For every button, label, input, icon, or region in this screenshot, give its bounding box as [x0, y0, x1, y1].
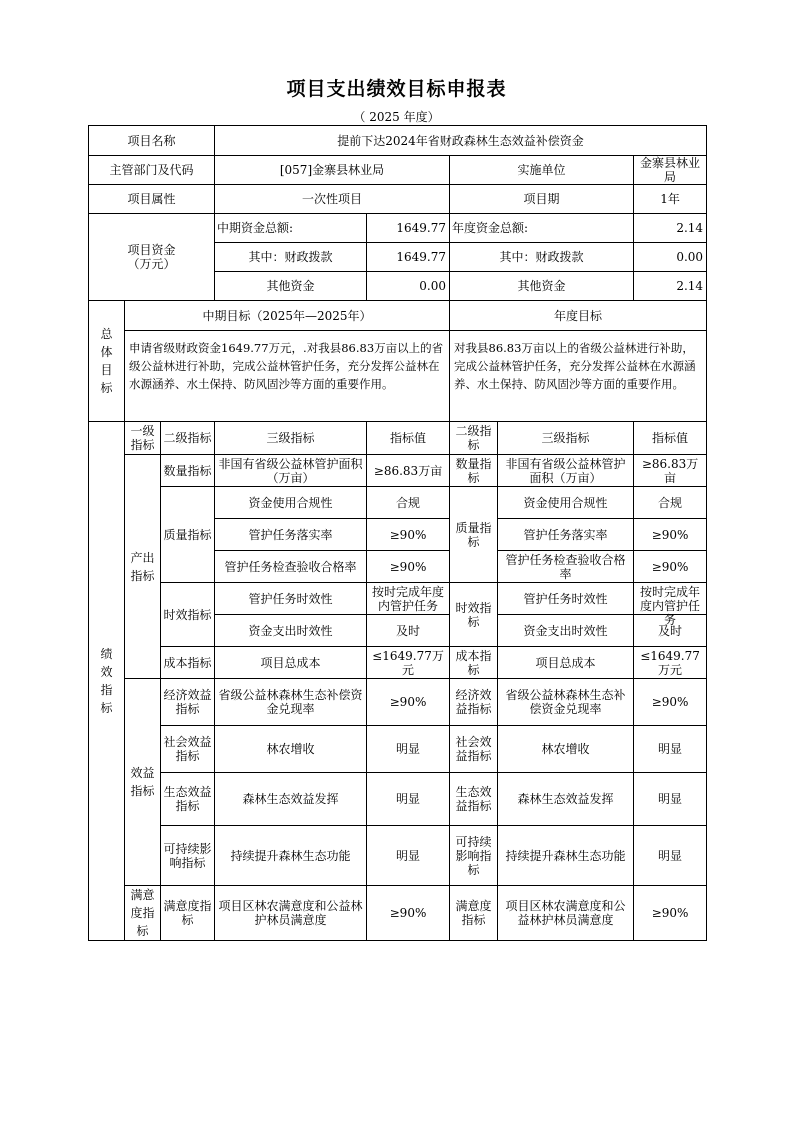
quality-r2-value-year: ≥90%	[634, 519, 707, 551]
economic-value-year: ≥90%	[634, 679, 707, 726]
quality-r3-value: ≥90%	[367, 551, 450, 583]
timeliness-r2-value: 及时	[367, 615, 450, 647]
mid-total-value: 1649.77	[367, 214, 450, 243]
year-goal-header: 年度目标	[450, 301, 707, 331]
sustainable-value: 明显	[367, 826, 450, 886]
dept-value: [057]金寨县林业局	[215, 156, 450, 185]
quantity-l2-year: 数量指标	[450, 455, 498, 487]
sustainable-l2-year: 可持续影响指标	[450, 826, 498, 886]
cost-value-year	[634, 647, 707, 679]
year-total-value: 2.14	[634, 214, 707, 243]
year-label: （ 2025 年度）	[353, 110, 440, 124]
quality-r2-value: ≥90%	[367, 519, 450, 551]
ecological-value: 明显	[367, 773, 450, 826]
period-value: 1年	[634, 185, 707, 214]
header-level2-year: 二级指标	[450, 422, 498, 455]
economic-l3-year: 省级公益林森林生态补偿资金兑现率	[498, 679, 634, 726]
timeliness-r2-l3: 资金支出时效性	[215, 615, 367, 647]
cost-value-year-text: ≤1649.77万元	[640, 648, 700, 677]
dept-label: 主管部门及代码	[89, 156, 215, 185]
quantity-l2: 数量指标	[161, 455, 215, 487]
mid-fiscal-value: 1649.77	[367, 243, 450, 272]
sustainable-l3: 持续提升森林生态功能	[215, 826, 367, 886]
social-l2: 社会效益指标	[161, 726, 215, 773]
quality-r1-value-year: 合规	[634, 487, 707, 519]
funds-label-line1: 项目资金	[127, 243, 176, 257]
row-quantity	[89, 455, 707, 487]
year-fiscal-label: 其中：财政拨款	[450, 243, 634, 272]
sustainable-l3-year: 持续提升森林生态功能	[498, 826, 634, 886]
satisfaction-value: ≥90%	[367, 886, 450, 941]
quality-l2-year: 质量指标	[450, 487, 498, 583]
ecological-l3: 森林生态效益发挥	[215, 773, 367, 826]
quantity-value-year-text: ≥86.83万亩	[641, 456, 699, 485]
perf-indicator-label: 绩效指标	[89, 422, 125, 941]
row-sustainable	[89, 826, 707, 886]
timeliness-r2-value-year: 及时	[634, 615, 707, 647]
impl-value: 金寨县林业局	[634, 156, 707, 185]
overall-goal-label: 总体目标	[89, 301, 125, 422]
sustainable-value-year: 明显	[634, 826, 707, 886]
quality-r3-l3-year: 管护任务检查验收合格率	[498, 551, 634, 583]
row-goal-headers	[89, 301, 707, 331]
mid-goal-text: 申请省级财政资金1649.77万元，.对我县86.83万亩以上的省级公益林进行补助，完成公益林管护任务，充分发挥公益林在水源涵养、水土保持、防风固沙等方面的重要作用。	[125, 331, 450, 422]
header-level3: 三级指标	[215, 422, 367, 455]
funds-label-line2: （万元）	[127, 257, 176, 271]
row-project-name	[89, 126, 707, 156]
mid-other-value: 0.00	[367, 272, 450, 301]
performance-table	[88, 125, 707, 941]
satisfaction-indicator-label: 满意度指标	[125, 886, 161, 941]
timeliness-r1-l3-year: 管护任务时效性	[498, 583, 634, 615]
quality-r1-l3-year: 资金使用合规性	[498, 487, 634, 519]
benefit-indicator-label: 效益指标	[125, 679, 161, 886]
year-goal-text: 对我县86.83万亩以上的省级公益林进行补助，完成公益林管护任务，充分发挥公益林在水源涵养、水土保持、防风固沙等方面的重要作用。	[450, 331, 707, 422]
timeliness-r1-value	[367, 583, 450, 615]
quality-r2-l3: 管护任务落实率	[215, 519, 367, 551]
timeliness-r2-l3-year: 资金支出时效性	[498, 615, 634, 647]
header-level2: 二级指标	[161, 422, 215, 455]
timeliness-l2: 时效指标	[161, 583, 215, 647]
timeliness-r1-l3: 管护任务时效性	[215, 583, 367, 615]
row-cost	[89, 647, 707, 679]
quantity-value-year	[634, 455, 707, 487]
funds-label	[89, 214, 215, 301]
row-timeliness-1	[89, 583, 707, 615]
economic-value: ≥90%	[367, 679, 450, 726]
row-funds-total	[89, 214, 707, 243]
quality-r1-l3: 资金使用合规性	[215, 487, 367, 519]
ecological-value-year: 明显	[634, 773, 707, 826]
ecological-l2-year: 生态效益指标	[450, 773, 498, 826]
row-satisfaction	[89, 886, 707, 941]
impl-label: 实施单位	[450, 156, 634, 185]
cost-value	[367, 647, 450, 679]
project-name-label: 项目名称	[89, 126, 215, 156]
mid-other-label: 其他资金	[215, 272, 367, 301]
ecological-l3-year: 森林生态效益发挥	[498, 773, 634, 826]
period-label: 项目期	[450, 185, 634, 214]
social-l3: 林农增收	[215, 726, 367, 773]
cost-l2-year: 成本指标	[450, 647, 498, 679]
quality-r3-l3: 管护任务检查验收合格率	[215, 551, 367, 583]
header-value-year: 指标值	[634, 422, 707, 455]
quality-l2: 质量指标	[161, 487, 215, 583]
year-other-value: 2.14	[634, 272, 707, 301]
social-value: 明显	[367, 726, 450, 773]
mid-total-label: 中期资金总额:	[215, 214, 367, 243]
row-attr	[89, 185, 707, 214]
quality-r2-l3-year: 管护任务落实率	[498, 519, 634, 551]
satisfaction-l2: 满意度指标	[161, 886, 215, 941]
output-indicator-label: 产出指标	[125, 455, 161, 679]
attr-label: 项目属性	[89, 185, 215, 214]
attr-value: 一次性项目	[215, 185, 450, 214]
row-ecological	[89, 773, 707, 826]
sustainable-l2: 可持续影响指标	[161, 826, 215, 886]
mid-fiscal-label: 其中：财政拨款	[215, 243, 367, 272]
cost-l3: 项目总成本	[215, 647, 367, 679]
economic-l2: 经济效益指标	[161, 679, 215, 726]
row-indicator-header	[89, 422, 707, 455]
social-value-year: 明显	[634, 726, 707, 773]
social-l3-year: 林农增收	[498, 726, 634, 773]
quantity-value: ≥86.83万亩	[367, 455, 450, 487]
project-name-value: 提前下达2024年省财政森林生态效益补偿资金	[215, 126, 707, 156]
economic-l3: 省级公益林森林生态补偿资金兑现率	[215, 679, 367, 726]
header-value: 指标值	[367, 422, 450, 455]
cost-l3-year: 项目总成本	[498, 647, 634, 679]
satisfaction-l3-year: 项目区林农满意度和公益林护林员满意度	[498, 886, 634, 941]
quality-r3-value-year: ≥90%	[634, 551, 707, 583]
economic-l2-year: 经济效益指标	[450, 679, 498, 726]
page-title: 项目支出绩效目标申报表	[286, 78, 507, 100]
satisfaction-l3: 项目区林农满意度和公益林护林员满意度	[215, 886, 367, 941]
social-l2-year: 社会效益指标	[450, 726, 498, 773]
quantity-l3-year: 非国有省级公益林管护面积（万亩）	[498, 455, 634, 487]
satisfaction-value-year: ≥90%	[634, 886, 707, 941]
cost-l2: 成本指标	[161, 647, 215, 679]
row-social	[89, 726, 707, 773]
year-fiscal-value: 0.00	[634, 243, 707, 272]
timeliness-r1-value-year-text: 按时完成年度内管护任务	[640, 584, 701, 627]
header-level3-year: 三级指标	[498, 422, 634, 455]
row-dept	[89, 156, 707, 185]
timeliness-r1-value-text: 按时完成年度内管护任务	[371, 584, 444, 613]
row-quality-1	[89, 487, 707, 519]
row-goal-texts	[89, 331, 707, 422]
satisfaction-l2-year: 满意度指标	[450, 886, 498, 941]
year-total-label: 年度资金总额:	[450, 214, 634, 243]
cost-value-text: ≤1649.77万元	[372, 648, 444, 677]
timeliness-l2-year: 时效指标	[450, 583, 498, 647]
timeliness-r1-value-year	[634, 583, 707, 627]
row-economic	[89, 679, 707, 726]
mid-goal-header: 中期目标（2025年—2025年）	[125, 301, 450, 331]
ecological-l2: 生态效益指标	[161, 773, 215, 826]
header-level1: 一级指标	[125, 422, 161, 455]
quality-r1-value: 合规	[367, 487, 450, 519]
quantity-l3: 非国有省级公益林管护面积（万亩）	[215, 455, 367, 487]
year-other-label: 其他资金	[450, 272, 634, 301]
